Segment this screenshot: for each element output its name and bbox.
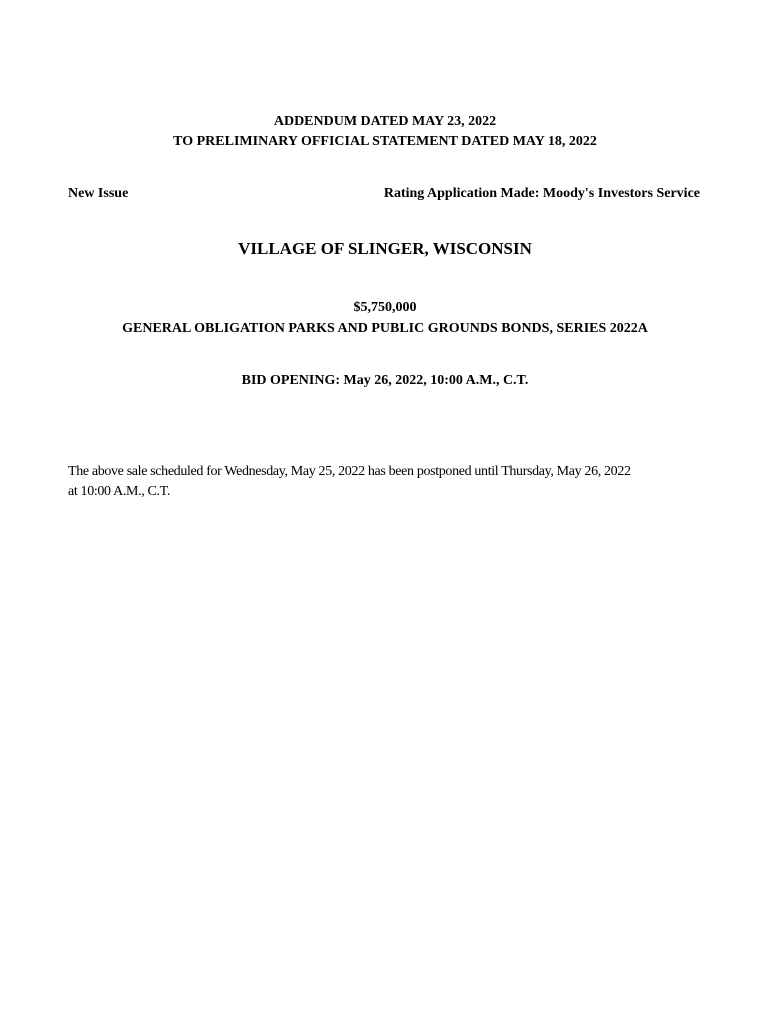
addendum-reference: TO PRELIMINARY OFFICIAL STATEMENT DATED MAY 18, 2022 bbox=[173, 134, 597, 149]
bid-opening: BID OPENING: May 26, 2022, 10:00 A.M., C.T. bbox=[241, 373, 529, 388]
rating-application: Rating Application Made: Moody's Investors Service bbox=[383, 186, 700, 201]
notice-line-1: The above sale scheduled for Wednesday, May 25, 2022 has been postponed until Thursday, May 26, 2022 bbox=[68, 464, 631, 479]
bond-heading bbox=[0, 297, 770, 339]
postponement-notice bbox=[68, 462, 708, 502]
bond-title: GENERAL OBLIGATION PARKS AND PUBLIC GROUNDS BONDS, SERIES 2022A bbox=[122, 321, 648, 336]
issue-row bbox=[68, 185, 700, 203]
bond-amount: $5,750,000 bbox=[353, 300, 417, 315]
issuer-name: VILLAGE OF SLINGER, WISCONSIN bbox=[238, 239, 532, 258]
notice-line-2: at 10:00 A.M., C.T. bbox=[68, 484, 170, 499]
addendum-date: ADDENDUM DATED MAY 23, 2022 bbox=[273, 114, 497, 129]
new-issue-label: New Issue bbox=[68, 186, 129, 201]
addendum-heading bbox=[0, 112, 770, 152]
